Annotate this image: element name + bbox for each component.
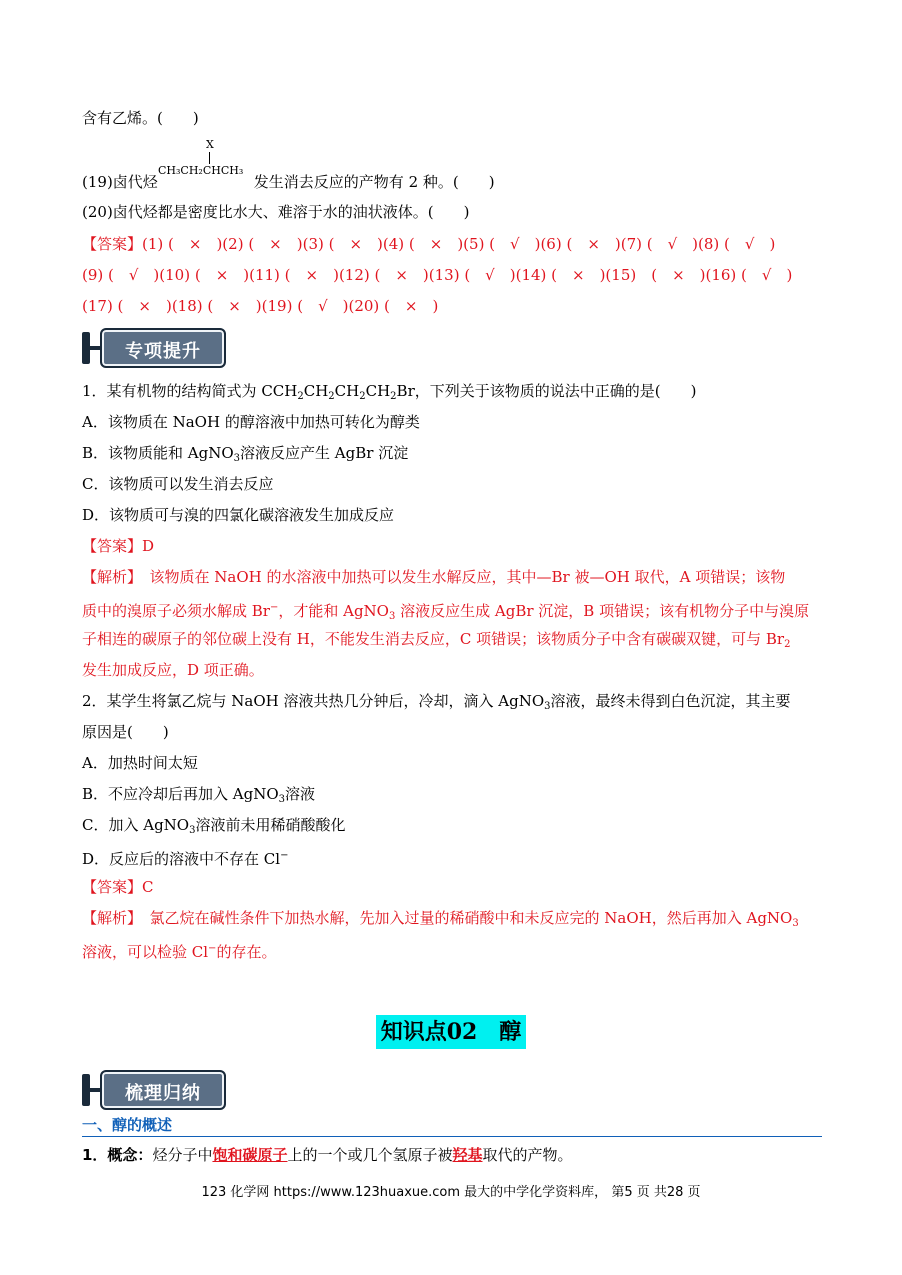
knowledge-point-title: 知识点02 醇 bbox=[376, 1015, 526, 1049]
answer-label: 【答案】 bbox=[82, 235, 143, 253]
explanation: 子相连的碳原子的邻位碳上没有 H，不能发生消去反应，C 项错误；该物质分子中含有碳碳双键，可与 $Br_2$ bbox=[82, 630, 791, 650]
option-b: B．不应冷却后再加入 AgNO$_3$溶液 bbox=[82, 785, 316, 805]
section-heading: 一、醇的概述 bbox=[82, 1116, 173, 1134]
answer-row bbox=[82, 265, 792, 285]
section-banner bbox=[82, 1070, 224, 1110]
section-divider bbox=[82, 1136, 822, 1137]
page-footer: 123 化学网 https://www.123huaxue.com 最大的中学化学资料库， 第5 页 共28 页 bbox=[201, 1185, 701, 1200]
explanation: 【解析】 该物质在 NaOH 的水溶液中加热可以发生水解反应，其中—Br 被—OH 取代，A 项错误；该物 bbox=[82, 568, 786, 586]
answer-values: (9) ( √ )(10) ( × )(11) ( × )(12) ( × )(13) ( √ )(14) ( × )(15) ( × )(16) ( √ ) bbox=[82, 266, 793, 284]
explanation: 质中的溴原子必须水解成 Br−，才能和 AgNO$_3$ 溶液反应生成 AgBr 沉淀，B 项错误；该有机物分子中与溴原 bbox=[82, 602, 810, 622]
option-d: D．该物质可与溴的四氯化碳溶液发生加成反应 bbox=[82, 506, 395, 524]
banner-label: 专项提升 bbox=[125, 341, 201, 362]
text: (20)卤代烃都是密度比水大、难溶于水的油状液体。( ) bbox=[82, 203, 470, 221]
text: 含有乙烯。( ) bbox=[82, 109, 199, 127]
text: 发生消去反应的产物有 2 种。( ) bbox=[253, 173, 495, 191]
question-1-stem: 1．某有机物的结构简式为 $CCH_2CH_2CH_2CH_2Br$，下列关于该物质的说法中正确的是( ) bbox=[82, 382, 697, 402]
answer-values: (17) ( × )(18) ( × )(19) ( √ )(20) ( × ) bbox=[82, 297, 439, 315]
text-line bbox=[82, 108, 199, 128]
question-2-stem: 2．某学生将氯乙烷与 NaOH 溶液共热几分钟后，冷却，滴入 AgNO$_3$溶液，最终未得到白色沉淀，其主要 bbox=[82, 692, 791, 712]
explanation: 【解析】 氯乙烷在碱性条件下加热水解，先加入过量的稀硝酸中和未反应完的 NaOH，然后再加入 AgNO$_3$ bbox=[82, 909, 799, 929]
answer: 【答案】C bbox=[82, 878, 154, 896]
concept-line: 1．概念：烃分子中饱和碳原子上的一个或几个氢原子被羟基取代的产物。 bbox=[82, 1146, 573, 1164]
formula-bond bbox=[209, 152, 210, 164]
formula-chain: CH₃CH₂CHCH₃ bbox=[158, 164, 244, 177]
option-a: A．加热时间太短 bbox=[82, 754, 198, 772]
option-c: C．加入 AgNO$_3$溶液前未用稀硝酸酸化 bbox=[82, 816, 346, 836]
section-banner bbox=[82, 328, 224, 368]
answer-row bbox=[82, 296, 438, 316]
banner-label: 梳理归纳 bbox=[125, 1083, 201, 1104]
option-c: C．该物质可以发生消去反应 bbox=[82, 475, 274, 493]
explanation: 溶液，可以检验 Cl−的存在。 bbox=[82, 943, 277, 961]
answer: 【答案】D bbox=[82, 537, 155, 555]
text: (19)卤代烃 bbox=[82, 173, 158, 191]
question-20 bbox=[82, 202, 470, 222]
question-2-stem: 原因是( ) bbox=[82, 723, 169, 741]
explanation: 发生加成反应，D 项正确。 bbox=[82, 661, 264, 679]
highlight-term: 饱和碳原子 bbox=[212, 1146, 288, 1164]
formula-substituent: X bbox=[206, 138, 214, 151]
answer-row bbox=[82, 234, 775, 254]
option-d: D．反应后的溶液中不存在 Cl− bbox=[82, 850, 289, 868]
answer-values: (1) ( × )(2) ( × )(3) ( × )(4) ( × )(5) ( √ )(6) ( × )(7) ( √ )(8) ( √ ) bbox=[142, 235, 776, 253]
highlight-term: 羟基 bbox=[452, 1146, 483, 1164]
question-19 bbox=[82, 172, 495, 192]
option-b: B．该物质能和 AgNO$_3$溶液反应产生 AgBr 沉淀 bbox=[82, 444, 409, 464]
option-a: A．该物质在 NaOH 的醇溶液中加热可转化为醇类 bbox=[82, 413, 420, 431]
